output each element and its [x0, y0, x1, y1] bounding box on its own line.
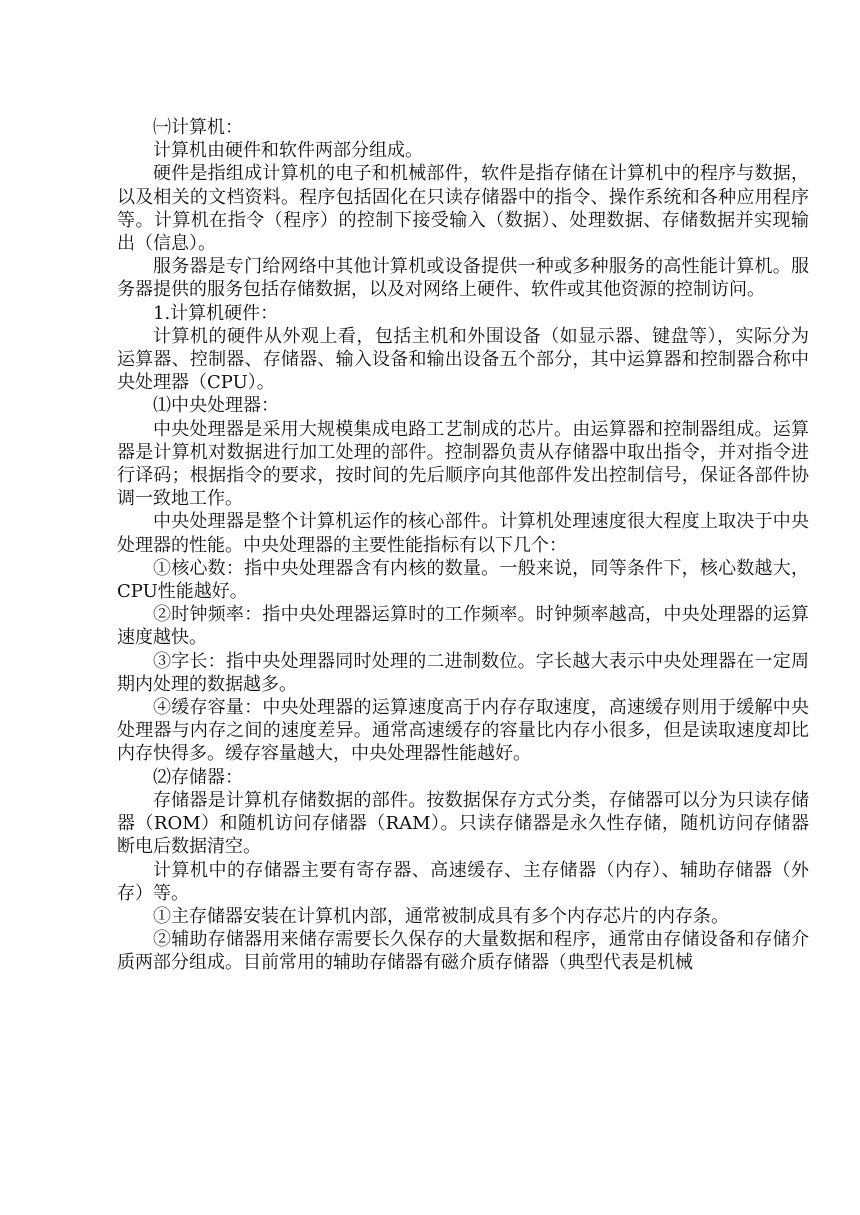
list-item: ③字长：指中央处理器同时处理的二进制数位。字长越大表示中央处理器在一定周期内处理的数据越多。	[117, 650, 809, 695]
paragraph: 计算机中的存储器主要有寄存器、高速缓存、主存储器（内存）、辅助存储器（外存）等。	[117, 859, 809, 904]
section-heading-storage: ⑵存储器：	[153, 766, 243, 788]
list-item: ①主存储器安装在计算机内部，通常被制成具有多个内存芯片的内存条。	[153, 905, 729, 927]
paragraph: 硬件是指组成计算机的电子和机械部件，软件是指存储在计算机中的程序与数据，以及相关的文档资料。程序包括固化在只读存储器中的指令、操作系统和各种应用程序等。计算机在指令（程序）的控制下接受输入（数据）、处理数据、存储数据并实现输出（信息）。	[117, 163, 809, 255]
paragraph: 服务器是专门给网络中其他计算机或设备提供一种或多种服务的高性能计算机。服务器提供的服务包括存储数据，以及对网络上硬件、软件或其他资源的控制访问。	[117, 256, 809, 301]
paragraph: 中央处理器是采用大规模集成电路工艺制成的芯片。由运算器和控制器组成。运算器是计算机对数据进行加工处理的部件。控制器负责从存储器中取出指令，并对指令进行译码；根据指令的要求，按时间的先后顺序向其他部件发出控制信号，保证各部件协调一致地工作。	[117, 418, 809, 510]
list-item: ②时钟频率：指中央处理器运算时的工作频率。时钟频率越高，中央处理器的运算速度越快。	[117, 604, 809, 649]
paragraph: 计算机的硬件从外观上看，包括主机和外围设备（如显示器、键盘等），实际分为运算器、控制器、存储器、输入设备和输出设备五个部分，其中运算器和控制器合称中央处理器（CPU）。	[117, 325, 809, 394]
list-item: ④缓存容量：中央处理器的运算速度高于内存存取速度，高速缓存则用于缓解中央处理器与内存之间的速度差异。通常高速缓存的容量比内存小很多，但是读取速度却比内存快得多。缓存容量越大，中央处理器性能越好。	[117, 697, 809, 765]
paragraph: 中央处理器是整个计算机运作的核心部件。计算机处理速度很大程度上取决于中央处理器的性能。中央处理器的主要性能指标有以下几个：	[117, 511, 809, 556]
paragraph: 计算机由硬件和软件两部分组成。	[153, 140, 423, 162]
section-heading-computer: ㈠计算机：	[153, 117, 243, 138]
document-body	[117, 116, 809, 975]
list-item: ①核心数：指中央处理器含有内核的数量。一般来说，同等条件下，核心数越大，CPU性能越好。	[117, 557, 809, 603]
paragraph: 存储器是计算机存储数据的部件。按数据保存方式分类，存储器可以分为只读存储器（ROM）和随机访问存储器（RAM）。只读存储器是永久性存储，随机访问存储器断电后数据清空。	[117, 789, 809, 858]
section-heading-cpu: ⑴中央处理器：	[153, 395, 279, 417]
list-item: ②辅助存储器用来储存需要长久保存的大量数据和程序，通常由存储设备和存储介质两部分组成。目前常用的辅助存储器有磁介质存储器（典型代表是机械	[117, 929, 809, 974]
section-heading-hardware: 1.计算机硬件：	[153, 302, 279, 324]
